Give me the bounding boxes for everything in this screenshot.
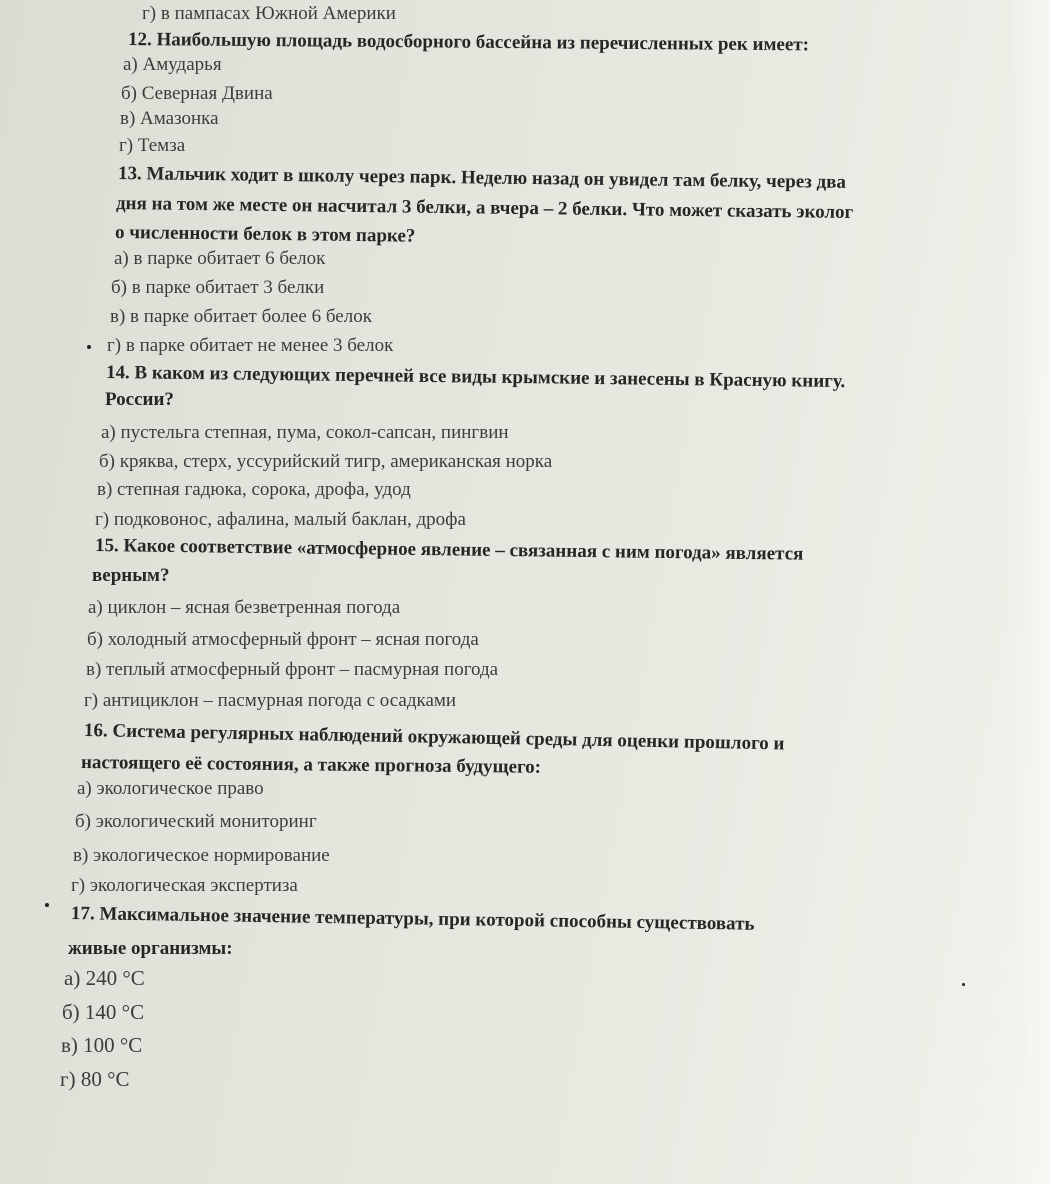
q14-option-b: б) кряква, стерх, уссурийский тигр, американская норка — [99, 451, 553, 472]
q15-option-g: г) антициклон – пасмурная погода с осадками — [84, 690, 457, 711]
q15-option-a: а) циклон – ясная безветренная погода — [88, 597, 401, 618]
q12-option-b: б) Северная Двина — [121, 83, 273, 104]
q17-title-line-1: 17. Максимальное значение температуры, при которой способны существовать — [70, 903, 755, 935]
q17-option-g: г) 80 °С — [60, 1067, 130, 1091]
q14-option-a: а) пустельга степная, пума, сокол-сапсан, пингвин — [101, 422, 509, 443]
q16-option-b: б) экологический мониторинг — [75, 811, 317, 832]
q14-option-v: в) степная гадюка, сорока, дрофа, удод — [97, 479, 411, 500]
q12-option-a: а) Амударья — [123, 54, 222, 75]
q15-title-line-2: верным? — [92, 565, 170, 586]
q14-title-line-2: России? — [105, 389, 174, 410]
q16-title-line-2: настоящего её состояния, а также прогноза будущего: — [80, 752, 542, 778]
paper-speck — [962, 983, 965, 986]
q13-title-line-2: дня на том же месте он насчитал 3 белки, а вчера – 2 белки. Что может сказать эколог — [115, 193, 854, 224]
q13-title-line-3: о численности белок в этом парке? — [114, 222, 416, 247]
q16-title-line-1: 16. Система регулярных наблюдений окружающей среды для оценки прошлого и — [83, 720, 785, 755]
q14-title-line-1: 14. В каком из следующих перечней все виды крымские и занесены в Красную книгу. — [105, 362, 846, 393]
paper-speck — [87, 345, 91, 349]
q12-option-v: в) Амазонка — [120, 108, 219, 129]
q16-option-a: а) экологическое право — [77, 778, 264, 799]
q17-option-b: б) 140 °С — [62, 1000, 145, 1024]
q13-option-a: а) в парке обитает 6 белок — [114, 248, 326, 269]
q17-option-a: а) 240 °С — [64, 966, 145, 990]
q17-option-v: в) 100 °С — [61, 1033, 143, 1057]
paper-speck — [45, 903, 49, 907]
q15-option-v: в) теплый атмосферный фронт – пасмурная погода — [86, 659, 499, 680]
q13-option-g: г) в парке обитает не менее 3 белок — [107, 335, 394, 356]
q12-title: 12. Наибольшую площадь водосборного бассейна из перечисленных рек имеет: — [127, 29, 810, 56]
q13-title-line-1: 13. Мальчик ходит в школу через парк. Неделю назад он увидел там белку, через два — [117, 163, 847, 193]
q13-option-v: в) в парке обитает более 6 белок — [110, 306, 372, 327]
q13-option-b: б) в парке обитает 3 белки — [111, 277, 325, 298]
q16-option-v: в) экологическое нормирование — [73, 845, 330, 866]
q14-option-g: г) подковонос, афалина, малый баклан, дрофа — [95, 509, 466, 530]
q17-title-line-2: живые организмы: — [68, 938, 233, 959]
q15-title-line-1: 15. Какое соответствие «атмосферное явление – связанная с ним погода» является — [94, 535, 804, 565]
prev-option-g: г) в пампасах Южной Америки — [142, 3, 396, 24]
q16-option-g: г) экологическая экспертиза — [71, 875, 298, 896]
q12-option-g: г) Темза — [119, 135, 186, 156]
q15-option-b: б) холодный атмосферный фронт – ясная погода — [87, 629, 479, 650]
